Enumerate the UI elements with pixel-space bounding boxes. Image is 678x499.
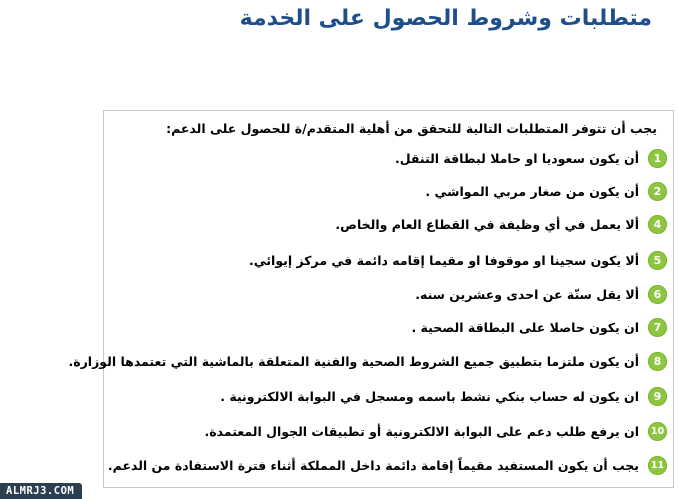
number-badge: 8 <box>648 352 667 371</box>
requirement-text: ألا يعمل في أي وظيفة في القطاع العام والخاص. <box>335 216 639 232</box>
requirement-text: أن يكون من صغار مربي المواشي . <box>425 183 639 199</box>
requirement-text: ألا يكون سجينا او موقوفا او مقيما إقامه دائمة في مركز إيوائي. <box>248 252 639 268</box>
requirement-text: ان يكون حاصلا على البطاقة الصحية . <box>411 319 639 335</box>
requirements-intro: يجب أن تتوفر المتطلبات التالية للتحقق من أهلية المتقدم/ة للحصول على الدعم: <box>166 121 657 136</box>
number-badge: 11 <box>648 456 667 475</box>
requirement-text: ألا يقل سنّة عن احدى وعشرين سنه. <box>415 286 639 302</box>
list-item <box>103 314 678 340</box>
list-item <box>103 452 678 478</box>
number-badge: 9 <box>648 387 667 406</box>
list-item <box>103 145 678 171</box>
list-item <box>103 418 678 444</box>
requirement-text: ان يرفع طلب دعم على البوابة الالكترونية أو تطبيقات الجوال المعتمدة. <box>204 423 639 439</box>
list-item <box>103 281 678 307</box>
number-badge: 1 <box>648 149 667 168</box>
requirement-text: أن يكون سعوديا او حاملا لبطاقة التنقل. <box>394 150 639 166</box>
number-badge: 7 <box>648 318 667 337</box>
list-item <box>103 383 678 409</box>
number-badge: 5 <box>648 251 667 270</box>
number-badge: 4 <box>648 215 667 234</box>
site-watermark: ALMRJ3.COM <box>0 483 82 499</box>
list-item <box>103 247 678 273</box>
number-badge: 10 <box>648 422 667 441</box>
page-title: متطلبات وشروط الحصول على الخدمة <box>239 6 652 31</box>
requirement-text: يجب أن يكون المستفيد مقيماً إقامة دائمة داخل المملكة أثناء فترة الاستفادة من الدعم. <box>107 457 639 473</box>
list-item <box>103 211 678 237</box>
requirement-text: ان يكون له حساب بنكي نشط باسمه ومسجل في البوابة الالكترونية . <box>220 388 639 404</box>
number-badge: 2 <box>648 182 667 201</box>
requirement-text: أن يكون ملتزما بتطبيق جميع الشروط الصحية والفنية المتعلقة بالماشية التي تعتمدها الوزارة. <box>68 353 639 369</box>
number-badge: 6 <box>648 285 667 304</box>
list-item <box>68 348 678 374</box>
list-item <box>103 178 678 204</box>
